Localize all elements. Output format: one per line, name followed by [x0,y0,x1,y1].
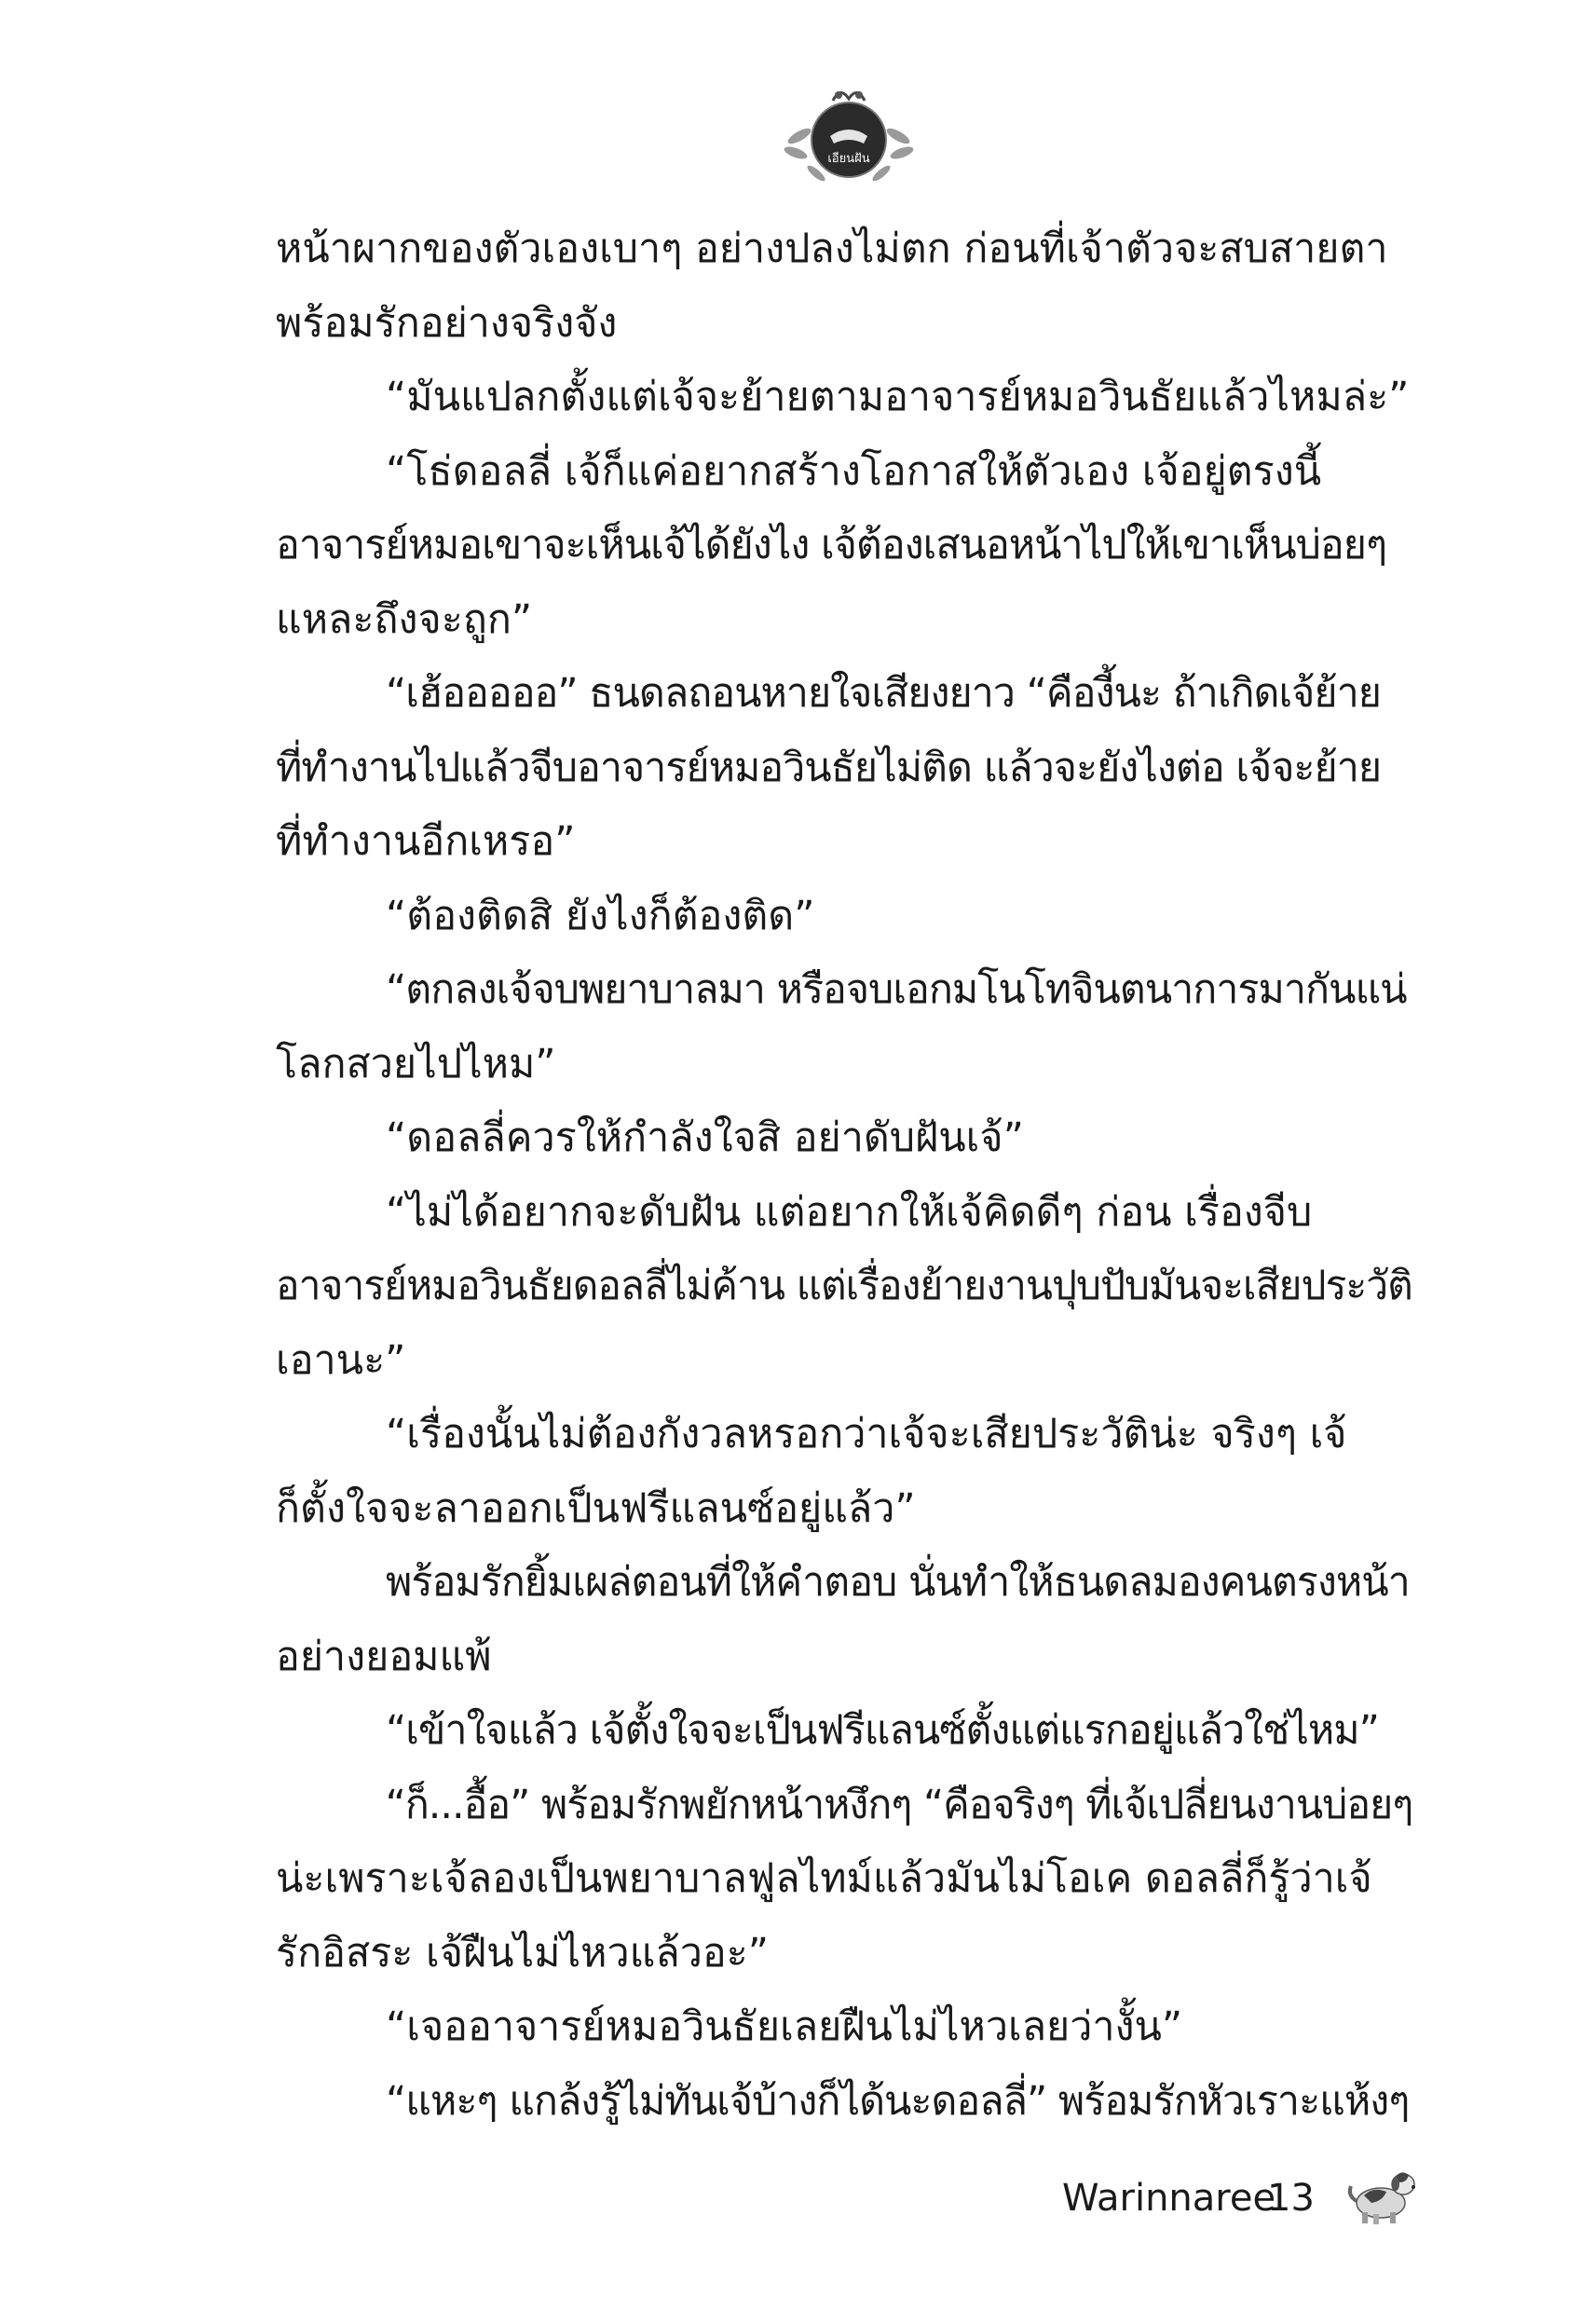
text-line: “เฮ้อออออ” ธนดลถอนหายใจเสียงยาว “คืองี้นะ ถ้าเกิดเจ้ย้าย [386,670,1381,717]
text-line: แหละถึงจะถูก” [276,595,533,643]
text-line: “โธ่ดอลลี่ เจ้ก็แค่อยากสร้างโอกาสให้ตัวเอง เจ้อยู่ตรงนี้ [386,447,1322,495]
text-line: “เรื่องนั้นไม่ต้องกังวลหรอกว่าเจ้จะเสียประวัติน่ะ จริงๆ เจ้ [386,1411,1347,1457]
text-line: หน้าผากของตัวเองเบาๆ อย่างปลงไม่ตก ก่อนที่เจ้าตัวจะสบสายตา [276,226,1388,272]
text-line: ที่ทำงานอีกเหรอ” [276,818,576,865]
text-line: พร้อมรักอย่างจริงจัง [276,299,618,347]
text-line: เอานะ” [276,1336,406,1384]
text-line: “ก็...อื้อ” พร้อมรักพยักหน้าหงึกๆ “คือจริงๆ ที่เจ้เปลี่ยนงานบ่อยๆ [385,1781,1413,1828]
text-line: “ไม่ได้อยากจะดับฝัน แต่อยากให้เจ้คิดดีๆ ก่อน เรื่องจีบ [386,1188,1313,1236]
text-line: “ดอลลี่ควรให้กำลังใจสิ อย่าดับฝันเจ้” [386,1114,1024,1161]
logo-text: เอียนฝัน [827,152,870,166]
dog-icon [1345,2162,1420,2227]
text-line: อย่างยอมแพ้ [276,1633,492,1680]
text-line: “มันแปลกตั้งแต่เจ้จะย้ายตามอาจารย์หมอวินธัยแล้วไหมล่ะ” [386,374,1410,420]
text-line: “เข้าใจแล้ว เจ้ตั้งใจจะเป็นฟรีแลนซ์ตั้งแต่แรกอยู่แล้วใช่ไหม” [386,1707,1379,1754]
body-text [276,212,1412,2139]
text-line: พร้อมรักยิ้มเผล่ตอนที่ให้คำตอบ นั่นทำให้ธนดลมองคนตรงหน้า [386,1559,1410,1606]
footer-author: Warinnaree [1062,2177,1276,2220]
text-line: ที่ทำงานไปแล้วจีบอาจารย์หมอวินธัยไม่ติด แล้วจะยังไงต่อ เจ้จะย้าย [276,744,1382,791]
text-line: “ต้องติดสิ ยังไงก็ต้องติด” [386,892,815,939]
text-line: อาจารย์หมอวินธัยดอลลี่ไม่ค้าน แต่เรื่องย้ายงานปุบปับมันจะเสียประวัติ [276,1263,1412,1309]
text-line: ก็ตั้งใจจะลาออกเป็นฟรีแลนซ์อยู่แล้ว” [276,1484,916,1532]
text-line: โลกสวยไปไหม” [276,1040,556,1087]
page-footer [1025,2162,1416,2236]
publisher-logo [779,80,919,192]
text-line: น่ะเพราะเจ้ลองเป็นพยาบาลฟูลไทม์แล้วมันไม่โอเค ดอลลี่ก็รู้ว่าเจ้ [276,1855,1372,1902]
text-line: “ตกลงเจ้จบพยาบาลมา หรือจบเอกมโนโทจินตนาการมากันแน่ [386,966,1407,1013]
text-line: อาจารย์หมอเขาจะเห็นเจ้ได้ยังไง เจ้ต้องเสนอหน้าไปให้เขาเห็นบ่อยๆ [276,522,1387,568]
page-number: 13 [1267,2177,1315,2220]
text-line: “เจออาจารย์หมอวินธัยเลยฝืนไม่ไหวเลยว่างั้น” [386,2003,1183,2050]
text-line: รักอิสระ เจ้ฝืนไม่ไหวแล้วอะ” [276,1929,770,1976]
text-line: “แหะๆ แกล้งรู้ไม่ทันเจ้บ้างก็ได้นะดอลลี่” พร้อมรักหัวเราะแห้งๆ [386,2077,1410,2125]
